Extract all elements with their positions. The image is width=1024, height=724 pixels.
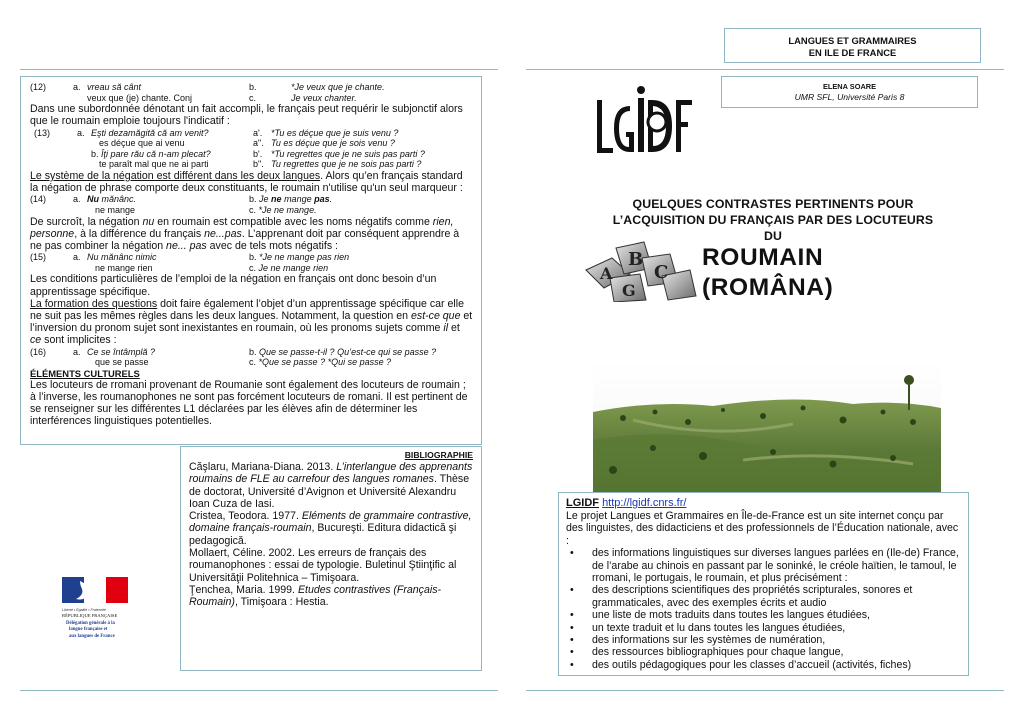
- ex13-b2-label: b".: [253, 159, 264, 170]
- example-12: [30, 82, 473, 103]
- block-letter-g: G: [622, 281, 636, 300]
- series-header-line1: LANGUES ET GRAMMAIRES: [788, 35, 917, 46]
- ex16-b-label: b.: [249, 346, 257, 357]
- series-header-line2: EN ILE DE FRANCE: [808, 46, 897, 58]
- ex13-b1: *Tu regrettes que je ne suis pas parti ?: [271, 148, 425, 159]
- ex14-a-nu: Nu: [87, 194, 99, 205]
- ex12-num: (12): [30, 82, 47, 92]
- lgidf-item-3: • une liste de mots traduits dans toutes les langues étudiées,: [584, 609, 962, 621]
- ex13-b-label: b.: [91, 148, 99, 159]
- lgidf-logo-graphic: [592, 80, 696, 158]
- biblio-entry-2: [189, 510, 473, 547]
- ex14-b-pas: pas: [314, 194, 330, 205]
- biblio-entry-4: [189, 584, 473, 609]
- negation-text: . Alors qu’en français standard la négation de phrase comporte deux constituants, le roumain n'utilise qu'un seul marqueur :: [30, 169, 463, 195]
- ex15-a: Nu mănânc nimic: [87, 252, 157, 263]
- p5-it1: est-ce que: [411, 309, 461, 322]
- lgidf-item-7: • des outils pédagogiques pour les classes d’accueil (activités, fiches): [584, 659, 962, 671]
- p3-it3: ne... pas: [166, 239, 207, 252]
- republic-dept-2: langue française et: [69, 627, 108, 633]
- ex13-b1-label: b'.: [253, 148, 263, 159]
- paragraph-subjunctive: Dans une subordonnée dénotant un fait accompli, le français peut requérir le subjonctif alors que le roumain emploie toujours l'indicatif :: [30, 103, 463, 128]
- p3-it2: ne...pas: [204, 227, 242, 240]
- biblio-e2-a: Cristea, Teodora. 1977.: [189, 510, 302, 523]
- republic-dept-1: Délégation générale à la: [66, 621, 115, 626]
- biblio-e1-it: L’interlangue des apprenants roumains de FLE au carrefour des langues romanes: [189, 461, 473, 486]
- ex13-num: (13): [34, 127, 51, 138]
- author-box: [721, 76, 978, 108]
- ex12-b: *Je veux que je chante.: [291, 82, 385, 92]
- ex15-c: Je ne mange rien: [258, 262, 329, 273]
- ex15-c-label: c.: [249, 262, 257, 273]
- ex12-gloss: veux que (je) chante. Conj: [87, 92, 193, 103]
- lgidf-intro: Le projet Langues et Grammaires en Île-de-France est un site internet conçu par des linguistes, des didacticiens et des professionnels de l’Éducation nationale, avec :: [566, 510, 959, 547]
- lgidf-title-line: [566, 497, 962, 510]
- lgidf-item-4: • un texte traduit et lu dans toutes les langues étudiées,: [584, 622, 962, 634]
- landscape-photo: [593, 360, 941, 492]
- p3-d: . L’apprenant doit par conséquent apprendre à ne pas combiner la négation: [30, 227, 460, 252]
- rule-bottom-left: [20, 690, 498, 691]
- ex14-num: (14): [30, 194, 47, 205]
- republic-dept-3: aux langues de France: [69, 633, 115, 639]
- ex16-c-label: c.: [249, 357, 257, 368]
- ex14-b-pre: Je: [259, 194, 272, 205]
- ex13-a-label: a.: [77, 127, 85, 138]
- language-name-native: (ROMÂNA): [702, 274, 834, 301]
- lgidf-item-6: • des ressources bibliographiques pour chaque langue,: [584, 646, 962, 658]
- ex14-gloss: ne mange: [95, 204, 136, 215]
- ex13-a2: Tu es déçue que je sois venu ?: [271, 138, 395, 149]
- ex16-c: *Que se passe ? *Qui se passe ?: [258, 357, 392, 368]
- p5-d: sont implicites :: [41, 334, 117, 347]
- ex14-a-rest: mănânc.: [99, 194, 137, 205]
- lgidf-url-link[interactable]: http://lgidf.cnrs.fr/: [602, 497, 687, 509]
- ex14-b-mid: mange: [281, 194, 315, 205]
- ex13-a1-label: a'.: [253, 127, 263, 138]
- ex13-b: Îţi pare rău că n-am plecat?: [101, 148, 211, 159]
- title-line3: DU: [764, 229, 782, 243]
- ex16-a: Ce se întâmplă ?: [87, 346, 156, 357]
- paragraph-negative-words: [30, 216, 473, 253]
- lgidf-item-5: • des informations sur les systèmes de numération,: [584, 634, 962, 646]
- ex14-b-ne: ne: [271, 194, 282, 205]
- biblio-e4-a: Ţenchea, Maria. 1999.: [189, 583, 298, 596]
- biblio-e1-b: . Thèse de doctorat, Université d’Avignon et Université Alexandru Ioan Cuza de Iasi.: [189, 473, 470, 510]
- biblio-entry-3: Mollaert, Céline. 2002. Les erreurs de français des roumanophones : essai de typologie. Buletinul Ştiinţific al Universităţii Politehnica – Timişoara.: [189, 547, 457, 584]
- ex14-a-label: a.: [73, 194, 81, 205]
- paragraph-negation: [30, 170, 473, 194]
- language-title: [702, 243, 972, 303]
- p5-a: doit faire également l’objet d’un apprentissage spécifique car elle ne suit pas les mêmes règles dans les deux langues. Notamment, la question en: [30, 297, 465, 322]
- author-name: ELENA SOARE: [822, 82, 877, 91]
- block-letter-b: B: [628, 249, 644, 270]
- ex13-a1: *Tu es déçue que je suis venu ?: [271, 127, 399, 138]
- paragraph-culture: Les locuteurs de rromani provenant de Roumanie sont également des locuteurs de roumain ; à l’inverse, les roumanophones ne sont pas forcément locuteurs de romani. Il est pertinent de se renseigner sur les différentes L1 déclarées par les élèves afin de déterminer les interférences linguistiques potentielles.: [30, 378, 468, 428]
- biblio-e4-it: Etudes contrastives (Français-Roumain): [189, 583, 442, 609]
- rule-bottom-right: [526, 690, 1004, 691]
- lgidf-info-box: [558, 492, 969, 676]
- block-letter-c: C: [654, 262, 669, 283]
- biblio-e2-it: Eléments de grammaire contrastive, domaine français-roumain: [189, 510, 472, 535]
- landscape-graphic: [593, 360, 941, 492]
- title-line2: L’ACQUISITION DU FRANÇAIS PAR DES LOCUTEURS: [612, 213, 934, 227]
- republic-name: RÉPUBLIQUE FRANÇAISE: [62, 613, 118, 618]
- lgidf-label: LGIDF: [566, 497, 599, 509]
- alphabet-blocks-image: [582, 240, 698, 302]
- series-header: [724, 28, 981, 63]
- questions-heading: La formation des questions: [30, 297, 158, 310]
- document-title: [570, 196, 976, 244]
- p3-it1: rien, personne: [30, 215, 454, 240]
- example-14: [30, 194, 473, 215]
- lgidf-item-1: • des informations linguistiques sur diverses langues parlées en (Ile-de) France, de l’arabe au chinois en passant par le soninké, le créole haïtien, le tamoul, le rromani, le portugais, le roumain, et plus précisément :: [584, 547, 962, 584]
- p3-c: , à la différence du français: [74, 227, 205, 240]
- p3-e: avec de tels mots négatifs :: [206, 239, 338, 252]
- lgidf-item-2: • des descriptions scientifiques des propriétés scripturales, sonores et grammaticales, avec des exemples écrits et audio: [584, 584, 962, 609]
- ex16-b: Que se passe-t-il ? Qu’est-ce qui se passe ?: [259, 346, 437, 357]
- ex13-gloss1: es déçue que ai venu: [99, 138, 185, 149]
- alphabet-blocks-graphic: [582, 240, 698, 302]
- ex15-gloss: ne mange rien: [95, 262, 153, 273]
- ex16-gloss: que se passe: [95, 357, 149, 368]
- ex14-b-label: b.: [249, 194, 257, 205]
- paragraph-conditions: Les conditions particulières de l’emploi de la négation en français ont donc besoin d’un apprentissage spécifique.: [30, 273, 437, 298]
- republique-francaise-logo: [60, 577, 136, 647]
- biblio-entry-1: [189, 461, 473, 510]
- ex16-a-label: a.: [73, 346, 81, 357]
- ex14-c: *Je ne mange.: [258, 204, 317, 215]
- ex12-b-label: b.: [249, 82, 257, 92]
- ex14-c-label: c.: [249, 204, 257, 215]
- p5-b: et l’inversion du pronom sujet sont inexistantes en roumain, où les pronoms sujets comme: [30, 309, 473, 335]
- lgidf-logo: [592, 80, 696, 158]
- block-letter-a: A: [600, 264, 613, 283]
- ex12-a: vreau să cânt: [87, 82, 142, 92]
- ex15-b: *Je ne mange pas rien: [259, 252, 350, 263]
- ex13-gloss2: te paraît mal que ne ai parti: [99, 159, 209, 170]
- ex12-c: Je veux chanter.: [291, 92, 357, 103]
- ex15-a-label: a.: [73, 252, 81, 263]
- left-column-box: [20, 76, 482, 445]
- paragraph-questions: [30, 298, 473, 347]
- rule-top-right: [526, 69, 1004, 70]
- bibliography-box: [180, 446, 482, 671]
- title-line1: QUELQUES CONTRASTES PERTINENTS POUR: [632, 197, 914, 211]
- ex12-c-label: c.: [249, 92, 257, 103]
- example-15: [30, 252, 473, 273]
- ex13-b2: Tu regrettes que je ne sois pas parti ?: [271, 159, 422, 170]
- p5-it3: ce: [30, 334, 42, 347]
- republic-motto: Liberté • Égalité • Fraternité: [62, 608, 106, 612]
- example-16: [30, 347, 473, 368]
- bibliography-heading: BIBLIOGRAPHIE: [404, 450, 473, 460]
- ex12-a-label: a.: [73, 82, 81, 92]
- p5-it2: il: [443, 322, 449, 335]
- ex15-num: (15): [30, 252, 47, 263]
- biblio-e1-a: Căşlaru, Mariana-Diana. 2013.: [189, 461, 337, 473]
- negation-heading: Le système de la négation est différent dans les deux langues: [30, 169, 321, 182]
- rule-top-left: [20, 69, 498, 70]
- ex13-a2-label: a".: [253, 138, 264, 149]
- author-affiliation: UMR SFL, Université Paris 8: [794, 92, 905, 102]
- lgidf-list: [566, 547, 962, 671]
- p5-c: et: [448, 322, 460, 335]
- french-flag-graphic: [60, 577, 130, 603]
- ex15-b-label: b.: [249, 252, 257, 263]
- language-name: ROUMAIN: [702, 244, 824, 271]
- p3-a: De surcroît, la négation: [30, 215, 143, 228]
- logo-text: LGIDF: [642, 157, 646, 158]
- p3-b: en roumain est compatible avec les noms négatifs comme: [154, 215, 433, 228]
- biblio-e4-b: , Timişoara : Hestia.: [234, 596, 329, 609]
- ex16-num: (16): [30, 346, 47, 357]
- ex14-b-end: .: [329, 194, 333, 205]
- example-13: [30, 128, 473, 170]
- ex13-a: Eşti dezamăgită că am venit?: [91, 127, 209, 138]
- culture-heading: ÉLÉMENTS CULTURELS: [30, 367, 140, 379]
- biblio-e2-b: , Bucureşti. Editura didactică şi pedagogică.: [189, 522, 457, 547]
- p3-nu: nu: [142, 215, 155, 228]
